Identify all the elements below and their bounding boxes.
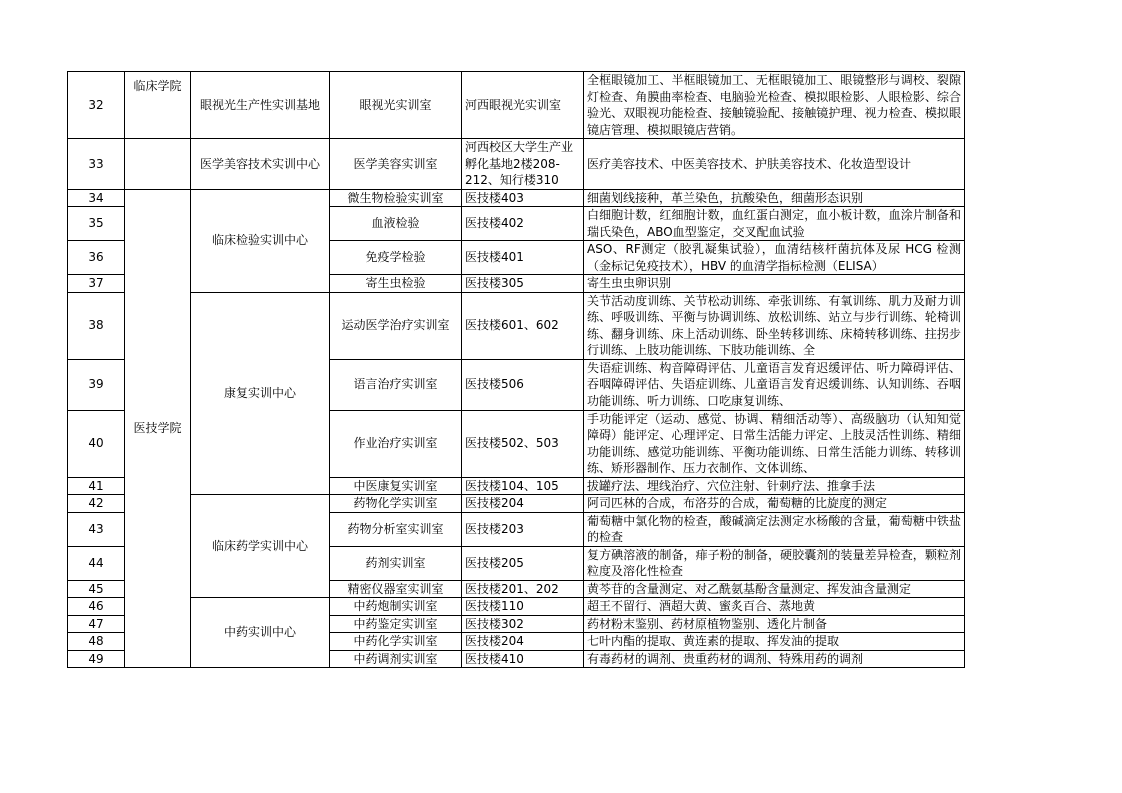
location-cell: 医技楼410	[462, 650, 584, 668]
location-cell: 医技楼104、105	[462, 477, 584, 495]
row-number: 49	[68, 650, 125, 668]
content-cell: 医疗美容技术、中医美容技术、护肤美容技术、化妆造型设计	[584, 139, 965, 190]
table-row	[68, 139, 965, 190]
content-cell	[584, 292, 965, 359]
room-cell: 中药化学实训室	[330, 633, 462, 651]
content-cell: 药材粉末鉴别、药材原植物鉴别、透化片制备	[584, 615, 965, 633]
row-number: 44	[68, 546, 125, 580]
center-cell: 康复实训中心	[191, 292, 330, 495]
content-text: 关节活动度训练、关节松动训练、牵张训练、有氧训练、肌力及耐力训练、呼吸训练、平衡与协调训练、放松训练、站立与步行训练、轮椅训练、翻身训练、床上活动训练、卧坐转移训练、床椅转移训练、拄拐步行训练、上肢功能训练、下肢功能训练、全	[587, 293, 961, 357]
row-number: 32	[68, 72, 125, 139]
row-number: 43	[68, 512, 125, 546]
content-cell: 黄芩苷的含量测定、对乙酰氨基酚含量测定、挥发油含量测定	[584, 580, 965, 598]
room-cell: 药物分析室实训室	[330, 512, 462, 546]
content-cell: ASO、RF测定（胶乳凝集试验），血清结核杆菌抗体及尿 HCG 检测（金标记免疫技术），HBV 的血清学指标检测（ELISA）	[584, 241, 965, 275]
row-number: 40	[68, 410, 125, 477]
room-cell: 药物化学实训室	[330, 495, 462, 513]
location-cell: 医技楼601、602	[462, 292, 584, 359]
row-number: 34	[68, 189, 125, 207]
location-cell: 医技楼204	[462, 495, 584, 513]
row-number: 47	[68, 615, 125, 633]
room-cell: 微生物检验实训室	[330, 189, 462, 207]
room-cell: 免疫学检验	[330, 241, 462, 275]
content-cell: 寄生虫虫卵识别	[584, 275, 965, 293]
location-cell: 医技楼502、503	[462, 410, 584, 477]
row-number: 46	[68, 598, 125, 616]
content-cell	[584, 410, 965, 477]
location-cell: 河西校区大学生产业孵化基地2楼208-212、知行楼310	[462, 139, 584, 190]
content-cell: 超王不留行、酒超大黄、蜜炙百合、蒸地黄	[584, 598, 965, 616]
table-row	[68, 598, 965, 616]
room-cell: 精密仪器室实训室	[330, 580, 462, 598]
center-cell: 临床检验实训中心	[191, 189, 330, 292]
lab-table	[67, 71, 965, 668]
content-cell: 有毒药材的调剂、贵重药材的调剂、特殊用药的调剂	[584, 650, 965, 668]
location-cell: 医技楼205	[462, 546, 584, 580]
content-cell	[584, 359, 965, 410]
room-cell: 中药调剂实训室	[330, 650, 462, 668]
table-row	[68, 292, 965, 359]
content-cell: 七叶内酯的提取、黄连素的提取、挥发油的提取	[584, 633, 965, 651]
location-cell: 医技楼401	[462, 241, 584, 275]
location-cell: 医技楼302	[462, 615, 584, 633]
location-cell: 医技楼204	[462, 633, 584, 651]
row-number: 42	[68, 495, 125, 513]
content-cell: 拔罐疗法、埋线治疗、穴位注射、针刺疗法、推拿手法	[584, 477, 965, 495]
room-cell: 血液检验	[330, 207, 462, 241]
row-number: 33	[68, 139, 125, 190]
location-cell: 医技楼305	[462, 275, 584, 293]
room-cell: 药剂实训室	[330, 546, 462, 580]
center-cell: 眼视光生产性实训基地	[191, 72, 330, 139]
location-cell: 医技楼402	[462, 207, 584, 241]
row-number: 48	[68, 633, 125, 651]
row-number: 36	[68, 241, 125, 275]
room-cell: 中药炮制实训室	[330, 598, 462, 616]
content-text: 手功能评定（运动、感觉、协调、精细活动等）、高级脑功（认知知觉障碍）能评定、心理评定、日常生活能力评定、上肢灵活性训练、精细功能训练、感觉功能训练、平衡功能训练、日常生活能力训练、转移训练、矫形器制作、压力衣制作、文体训练、	[587, 411, 961, 475]
row-number: 38	[68, 292, 125, 359]
row-number: 45	[68, 580, 125, 598]
content-cell: 阿司匹林的合成，布洛芬的合成，葡萄糖的比旋度的测定	[584, 495, 965, 513]
room-cell: 运动医学治疗实训室	[330, 292, 462, 359]
content-cell: 细菌划线接种，革兰染色，抗酸染色，细菌形态识别	[584, 189, 965, 207]
room-cell: 中医康复实训室	[330, 477, 462, 495]
table-row	[68, 495, 965, 513]
content-cell: 复方碘溶液的制备，痱子粉的制备，硬胶囊剂的装量差异检查，颗粒剂粒度及溶化性检查	[584, 546, 965, 580]
content-cell: 葡萄糖中氯化物的检查，酸碱滴定法测定水杨酸的含量，葡萄糖中铁盐的检查	[584, 512, 965, 546]
room-cell: 医学美容实训室	[330, 139, 462, 190]
location-cell: 医技楼203	[462, 512, 584, 546]
location-cell: 医技楼110	[462, 598, 584, 616]
location-cell: 医技楼506	[462, 359, 584, 410]
center-cell: 中药实训中心	[191, 598, 330, 668]
school-cell: 临床学院	[125, 72, 191, 139]
table-row	[68, 72, 965, 139]
room-cell: 眼视光实训室	[330, 72, 462, 139]
location-cell: 医技楼403	[462, 189, 584, 207]
row-number: 35	[68, 207, 125, 241]
location-cell: 医技楼201、202	[462, 580, 584, 598]
school-cell: 医技学院	[125, 189, 191, 668]
location-cell: 河西眼视光实训室	[462, 72, 584, 139]
room-cell: 寄生虫检验	[330, 275, 462, 293]
school-cell	[125, 139, 191, 190]
row-number: 37	[68, 275, 125, 293]
room-cell: 作业治疗实训室	[330, 410, 462, 477]
row-number: 39	[68, 359, 125, 410]
content-cell: 全框眼镜加工、半框眼镜加工、无框眼镜加工、眼镜整形与调校、裂隙灯检查、角膜曲率检查、电脑验光检查、模拟眼检影、人眼检影、综合验光、双眼视功能检查、接触镜验配、接触镜护理、视力检查、模拟眼镜店管理、模拟眼镜店营销。	[584, 72, 965, 139]
room-cell: 语言治疗实训室	[330, 359, 462, 410]
room-cell: 中药鉴定实训室	[330, 615, 462, 633]
content-cell: 白细胞计数，红细胞计数，血红蛋白测定，血小板计数，血涂片制备和瑞氏染色，ABO血型鉴定，交叉配血试验	[584, 207, 965, 241]
row-number: 41	[68, 477, 125, 495]
table-row	[68, 189, 965, 207]
center-cell: 临床药学实训中心	[191, 495, 330, 598]
content-text: 失语症训练、构音障碍评估、儿童语言发育迟缓评估、听力障碍评估、吞咽障碍评估、失语症训练、儿童语言发育迟缓训练、认知训练、吞咽功能训练、听力训练、口吃康复训练、	[587, 360, 961, 408]
center-cell: 医学美容技术实训中心	[191, 139, 330, 190]
